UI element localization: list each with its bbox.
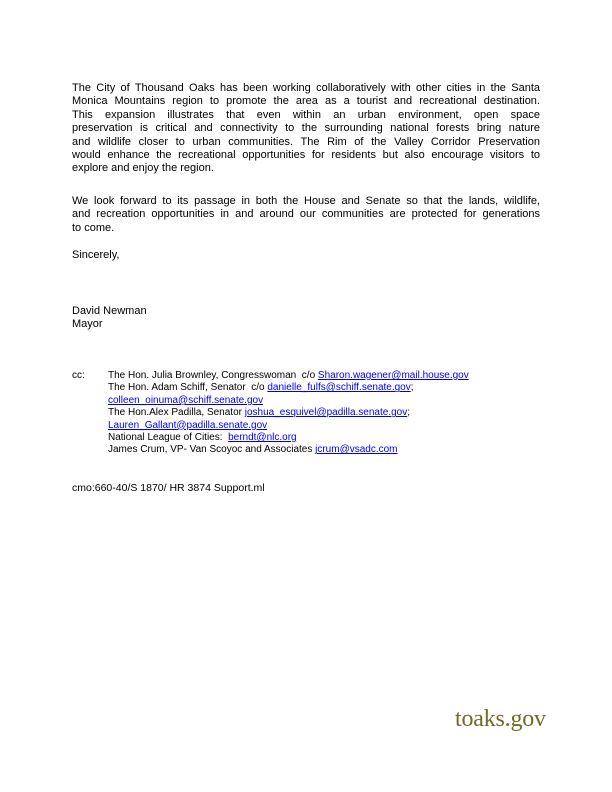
cc-entry-crum (108, 444, 542, 456)
cc-text: The Hon. Adam Schiff, Senator c/o (108, 382, 268, 394)
file-reference: cmo:660-40/S 1870/ HR 3874 Support.ml (72, 482, 265, 494)
cc-label: cc: (72, 370, 85, 381)
paragraph-line: This expansion illustrates that even within an urban environment, open space (72, 108, 540, 121)
paragraph-line: preservation is critical and connectivity to the surrounding national forests bring nature (72, 122, 540, 135)
body-paragraph-1 (72, 82, 540, 176)
paragraph-line: and recreation opportunities in and around our communities are protected for generations (72, 208, 540, 221)
paragraph-line: and wildlife closer to urban communities. The Rim of the Valley Corridor Preservation (72, 135, 540, 148)
paragraph-line: to come. (72, 221, 115, 234)
email-link-lauren-gallant[interactable]: Lauren_Gallant@padilla.senate.gov (108, 419, 268, 431)
paragraph-line: We look forward to its passage in both the House and Senate so that the lands, wildlife, (72, 195, 540, 207)
cc-text: National League of Cities: (108, 432, 229, 444)
cc-entry-schiff-2 (108, 395, 542, 407)
cc-text: The Hon. Julia Brownley, Congresswoman c/o (108, 370, 318, 381)
toaks-gov-wordmark: toaks.gov (455, 706, 546, 732)
signature-block (72, 305, 147, 332)
signature-title: Mayor (72, 318, 103, 331)
cc-entry-padilla-2 (108, 420, 542, 432)
email-link-joshua-esquivel[interactable]: joshua_esquivel@padilla.senate.gov (244, 407, 408, 419)
cc-section (72, 370, 542, 457)
paragraph-line: The City of Thousand Oaks has been working collaboratively with other cities in the Santa (72, 82, 540, 94)
cc-text: ; (410, 382, 414, 394)
cc-entry-padilla (108, 407, 542, 419)
email-link-berndt[interactable]: berndt@nlc.org (228, 432, 297, 444)
email-link-danielle-fulfs[interactable]: danielle_fulfs@schiff.senate.gov (267, 382, 411, 394)
cc-entry-schiff (108, 382, 542, 394)
body-paragraph-2 (72, 195, 540, 235)
closing-salutation: Sincerely, (72, 249, 120, 261)
cc-text: The Hon.Alex Padilla, Senator (108, 407, 245, 419)
cc-entry-brownley (108, 370, 542, 382)
paragraph-line: explore and enjoy the region. (72, 162, 214, 175)
paragraph-line: Monica Mountains region to promote the area as a tourist and recreational destination. (72, 95, 540, 108)
email-link-jcrum[interactable]: jcrum@vsadc.com (315, 444, 398, 456)
signature-name: David Newman (72, 305, 147, 317)
cc-entry-nlc (108, 432, 542, 444)
cc-text: James Crum, VP- Van Scoyoc and Associates (108, 444, 316, 456)
email-link-sharon-wagener[interactable]: Sharon.wagener@mail.house.gov (317, 370, 469, 381)
paragraph-line: would enhance the recreational opportunities for residents but also encourage visitors to (72, 148, 540, 161)
cc-text: ; (407, 407, 411, 419)
email-link-colleen-oinuma[interactable]: colleen_oinuma@schiff.senate.gov (108, 394, 264, 406)
cc-entries (72, 370, 542, 457)
